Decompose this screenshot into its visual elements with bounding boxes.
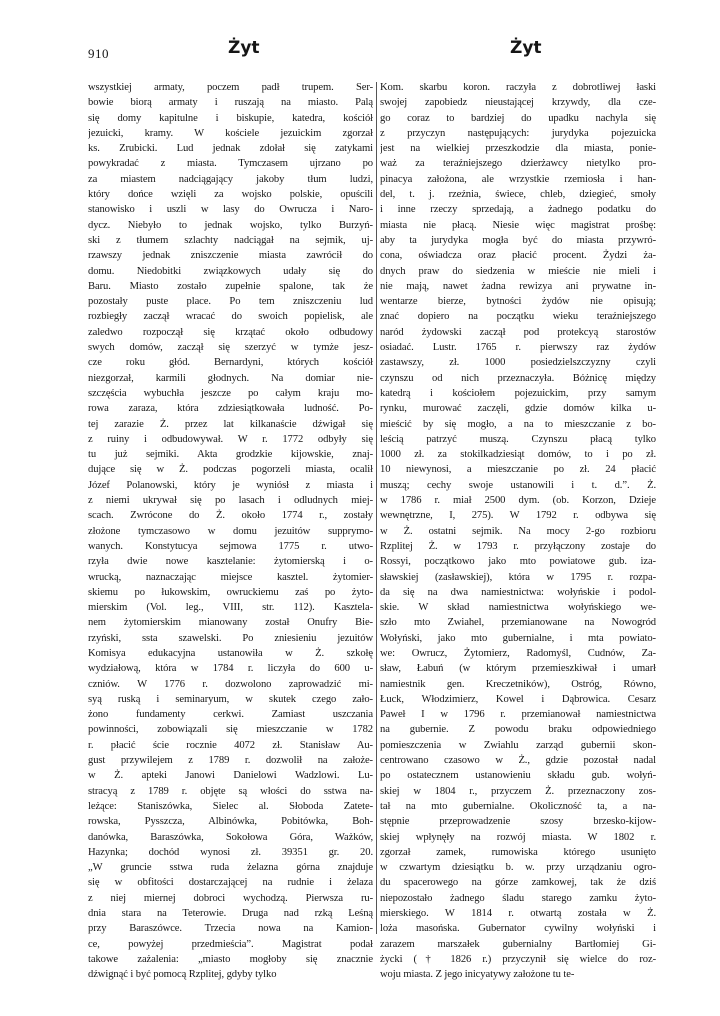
text-line: ski z tłumem szlachty nadciągał na sejmik, uj- xyxy=(88,234,373,246)
text-line: namiestnik gen. Kreczetników), Ostróg, Równo, xyxy=(380,678,656,690)
text-line: Józef Polanowski, który je wyniósł z miasta i xyxy=(88,479,373,491)
text-line: syą ruską i seminaryum, w skutek czego zało- xyxy=(88,693,373,705)
text-line: w Ż. ostatni sejmik. Na mocy 2-go rozbioru xyxy=(380,525,656,537)
text-line: loża masońska. Gubernator cywilny wołyński i xyxy=(380,923,656,935)
text-line: mieścić by się mogło, a na to mieszczanie z bo- xyxy=(380,418,656,430)
text-line: który dońce wzięli za wojsko polskie, opuścili xyxy=(88,189,373,201)
text-line: centrowano czasowo w Ż., gdzie pozostał nadal xyxy=(380,755,656,767)
text-line: za miastem nadciągający jakoby tłum ludzi, xyxy=(88,173,373,185)
text-line: wanych. Konstytucya sejmowa 1775 r. utwo- xyxy=(88,540,373,552)
text-line: niepozostało żadnego śladu starego zamku żyto- xyxy=(380,892,656,904)
text-line: zgorzał zamek, rumowiska którego usunięto xyxy=(380,846,656,858)
running-title-right: Żyt xyxy=(510,38,542,58)
text-line: w Ż. apteki Janowi Danielowi Wadzlowi. Lu- xyxy=(88,770,373,782)
text-line: sławskiej (zasławskiej), która w 1795 r. rozpa- xyxy=(380,571,656,583)
text-line: takowe zażalenia: „miasto mogłoby się znacznie xyxy=(88,953,373,965)
text-line: w 1786 r. miał 2500 dym. (ob. Korzon, Dzieje xyxy=(380,495,656,507)
text-line: dnych praw do siedzenia w mieście nie mieli i xyxy=(380,265,656,277)
text-line: Rzplitej Ż. w 1793 r. przyłączony zostaje do xyxy=(380,540,656,552)
text-line: aby ta jurydyka mogła być do miasta przywró- xyxy=(380,234,656,246)
column-divider xyxy=(376,82,377,934)
text-line: zaledwo rozpoczął się krzątać około odbudowy xyxy=(88,326,373,338)
text-line: rowa zaraza, która zdziesiątkowała ludność. Po- xyxy=(88,403,373,415)
text-line: na gubernie. Z powodu braku odpowiedniego xyxy=(380,724,656,736)
text-line: jest na wielkiej przeszkodzie dla miasta, ponie- xyxy=(380,143,656,155)
text-line: w czwartym dziesiątku b. w. przy urządzaniu ogro- xyxy=(380,862,656,874)
text-line: rzyła dwie nowe kasztelanie: żytomierską i o- xyxy=(88,556,373,568)
text-line: się w obfitości dostarczającej na rudnie i żelaza xyxy=(88,877,373,889)
text-line: rowska, Pysszcza, Albinówka, Pobitówka, Boh- xyxy=(88,816,373,828)
text-line: dujące się w Ż. podczas pogorzeli miasta, ocalił xyxy=(88,464,373,476)
text-line: rozbiegły zaczął wracać do swoich popielisk, ale xyxy=(88,311,373,323)
text-line: skiej wpłynęły na rozwój miasta. W 1802 r. xyxy=(380,831,656,843)
text-line: Rossyi, początkowo jako mto powiatowe gub. iza- xyxy=(380,556,656,568)
text-line: z niej miernej dobroci wychodzą. Pierwsza ru- xyxy=(88,892,373,904)
text-line: z przyczyn następujących: jurydyka pojezuicka xyxy=(380,127,656,139)
text-line: nie mają, nawet żadna rewizya ani prywatne in- xyxy=(380,280,656,292)
text-line: wrucką, naznaczając miejsce kasztel. żytomier- xyxy=(88,571,373,583)
text-line: się domy kapitulne i biskupie, katedra, kościół xyxy=(88,112,373,124)
running-title-left: Żyt xyxy=(228,38,260,58)
text-line: swych domów, zaczął się szerzyć w tymże jesz- xyxy=(88,342,373,354)
text-line: Baru. Miasto zostało zupełnie spalone, tak że xyxy=(88,280,373,292)
text-line: leścią patrzyć muszą. Czynszu płacą tylko xyxy=(380,433,656,445)
text-line: r. płacić ście rocznie 4072 zł. Stanisław Au- xyxy=(88,739,373,751)
text-line: przy Baraszówce. Trzecia nowa na Kamion- xyxy=(88,923,373,935)
text-line: swojej zapobiedz nieustającej krzywdy, dla cze- xyxy=(380,97,656,109)
text-line: du spacerowego na górze zamkowej, tak że dziś xyxy=(380,877,656,889)
text-line: scach. Zwrócone do Ż. około 1774 r., zostały xyxy=(88,510,373,522)
text-line: sław, Łabuń (w którym przemieszkiwał i umarł xyxy=(380,663,656,675)
text-line: niezgorzał, karmili głodnych. Na domiar nie- xyxy=(88,372,373,384)
text-line: katedrą i kościołem pojezuickim, przy samym xyxy=(380,387,656,399)
text-line: szło mto Zwiahel, przemianowane na Nowogród xyxy=(380,617,656,629)
text-line: del, t. j. rzeźnia, świece, chleb, dziegieć, smoły xyxy=(380,189,656,201)
text-line: miasta nie płacą. Niesie więc magistrat prośbę: xyxy=(380,219,656,231)
text-line: jezuicki, kramy. W kościele jezuickim zgorzał xyxy=(88,127,373,139)
text-line: złożone tymczasowo w domu jezuitów supprymo- xyxy=(88,525,373,537)
text-line: pomieszczenia w Zwiahlu zarząd gubernii skon- xyxy=(380,739,656,751)
text-line: ce, powyżej przedmieścia”. Magistrat podał xyxy=(88,938,373,950)
text-line: pozostały puste place. Po tem zniszczeniu lud xyxy=(88,296,373,308)
text-line: rzawszy jednak zniszczenie miasta zawrócił do xyxy=(88,250,373,262)
text-line: życki († 1826 r.) przyczynił się wielce do roz- xyxy=(380,953,656,965)
text-line: wydziałową, która w 1784 r. liczyła do 600 u- xyxy=(88,663,373,675)
text-line: z niemi ukrywał się po lasach i odludnych miej- xyxy=(88,495,373,507)
text-line: Paweł I w 1796 r. przemianował namiestnictwa xyxy=(380,709,656,721)
text-line: ks. Zrubicki. Lud jednak zdołał się zatykami xyxy=(88,143,373,155)
text-line: rynku, murować zaczęli, gdzie domów kilka u- xyxy=(380,403,656,415)
text-line: skiej w 1804 r., przyczem Ż. przeznaczony zos- xyxy=(380,785,656,797)
text-line: stanowisko i uszli w lasy do Owrucza i Naro- xyxy=(88,204,373,216)
text-line: wszystkiej armaty, poczem padł trupem. Ser- xyxy=(88,82,373,93)
text-line: tał na mto gubernialne. Okoliczność ta, a na- xyxy=(380,800,656,812)
text-line: dźwignąć i być pomocą Rzplitej, gdyby tylko xyxy=(88,969,277,981)
text-line: Wołyński, jako mto gubernialne, i mta powiato- xyxy=(380,632,656,644)
text-line: 10 niewynosi, a mieszczanie po zł. 24 płacić xyxy=(380,464,656,476)
text-line: naród żydowski zaczął pod protekcyą starostów xyxy=(380,326,656,338)
text-line: żono fundamenty cerkwi. Zamiast uszczania xyxy=(88,709,373,721)
text-line: mierskim (Vol. leg., VIII, str. 112). Kasztela- xyxy=(88,602,373,614)
text-line: wewnętrzne, I, 275). W 1792 r. odbywa się xyxy=(380,510,656,522)
text-line: stracyą z 1789 r. objęte są włości do sstwa na- xyxy=(88,785,373,797)
left-text-column xyxy=(88,80,373,983)
text-line: osiadać. Lustr. 1765 r. pierwszy raz żydów xyxy=(380,342,656,354)
text-line: 1000 zł. za stokilkadziesiąt domów, to i po zł. xyxy=(380,449,656,461)
text-line: szczęścia wybuchła jeszcze po całym kraju mo- xyxy=(88,387,373,399)
text-line: znać dopiero na początku wieku teraźniejszego xyxy=(380,311,656,323)
text-line: zarazem marszałek gubernialny Bartłomiej Gi- xyxy=(380,938,656,950)
page-number: 910 xyxy=(88,46,109,61)
text-line: wentarze bierze, bytności żydów nie opisują; xyxy=(380,296,656,308)
text-line: nem żytomierskim mianowany został Onufry Bie- xyxy=(88,617,373,629)
text-line: woju miasta. Z jego inicyatywy założone tu te- xyxy=(380,969,575,981)
text-line: skiemu po łukowskim, owruckiemu zaś po żyto- xyxy=(88,586,373,598)
text-line: we: Owrucz, Żytomierz, Radomyśl, Cudnów, Za- xyxy=(380,647,656,659)
text-line: powinności, zobowiązali się mieszczanie w 1782 xyxy=(88,724,373,736)
text-line: Hazynka; dochód wynosi zł. 39351 gr. 20. xyxy=(88,846,373,858)
text-line: czniów. W 1776 r. dozwolono zaprowadzić mi- xyxy=(88,678,373,690)
text-line: Komisya edukacyjna ustanowiła w Ż. szkołę xyxy=(88,647,373,659)
page-header xyxy=(0,38,720,62)
text-line: waż za teraźniejszego dzierżawcy nietylko pro- xyxy=(380,158,656,170)
text-line: go coraz to bardziej do upadku nachyla się xyxy=(380,112,656,124)
text-line: po ostatecznem ustanowieniu składu gub. wołyń- xyxy=(380,770,656,782)
text-line: „W gruncie sstwa ruda żelazna górna znajduje xyxy=(88,862,373,874)
right-text-column xyxy=(380,80,656,983)
text-line: powykradać z miasta. Tymczasem ujrzano po xyxy=(88,158,373,170)
text-line: domu. Niedobitki związkowych udały się do xyxy=(88,265,373,277)
text-line: Łuck, Włodzimierz, Kowel i Dąbrowica. Cesarz xyxy=(380,693,656,705)
text-line: tej zarazie Ż. przez lat kilkanaście dźwigał się xyxy=(88,418,373,430)
text-line: Kom. skarbu koron. raczyła z dobrotliwej łaski xyxy=(380,82,656,93)
text-line: cona, oświadcza oraz płacić procent. Żydzi ża- xyxy=(380,250,656,262)
text-line: dycz. Niebyło to jednak wojsko, tylko Burzyń- xyxy=(88,219,373,231)
text-line: skie. W skład namiestnictwa wołyńskiego we- xyxy=(380,602,656,614)
text-line: czynszu od nich przeznaczyła. Bóżnicę między xyxy=(380,372,656,384)
text-line: dnia stara na Teterowie. Druga nad rzką Leśną xyxy=(88,908,373,920)
text-line: stępnie przeprowadzenie szosy brzesko-kijow- xyxy=(380,816,656,828)
text-line: da się na dwa namiestnictwa: wołyńskie i podol- xyxy=(380,586,656,598)
text-line: cze roku głód. Bernardyni, których kościół xyxy=(88,357,373,369)
text-line: zastawszy, zł. 1000 posiedzielszczyzny czyli xyxy=(380,357,656,369)
text-line: mierskiego. W 1814 r. otwartą została w Ż. xyxy=(380,908,656,920)
text-line: bowie biorą armaty i ruszają na miasto. Palą xyxy=(88,97,373,109)
text-line: gust przywilejem z 1789 r. dozwolił na założe- xyxy=(88,755,373,767)
text-line: muszą; cechy swoje ustanowili i t. d.”. Ż. xyxy=(380,479,656,491)
text-line: pinacya założona, ale wrzystkie rzemiosła i han- xyxy=(380,173,656,185)
text-line: leżące: Staniszówka, Sielec al. Słoboda Zatete- xyxy=(88,800,373,812)
text-line: danówka, Baraszówka, Sokołowa Góra, Ważków, xyxy=(88,831,373,843)
text-line: tu już sejmiki. Akta grodzkie kijowskie, znaj- xyxy=(88,449,373,461)
text-line: rzyński, ssta szawelski. Po zniesieniu jezuitów xyxy=(88,632,373,644)
text-line: z ruiny i odbudowywał. W r. 1772 odbyły się xyxy=(88,433,373,445)
text-line: i inne rzeczy sprzedają, a żadnego podatku do xyxy=(380,204,656,216)
